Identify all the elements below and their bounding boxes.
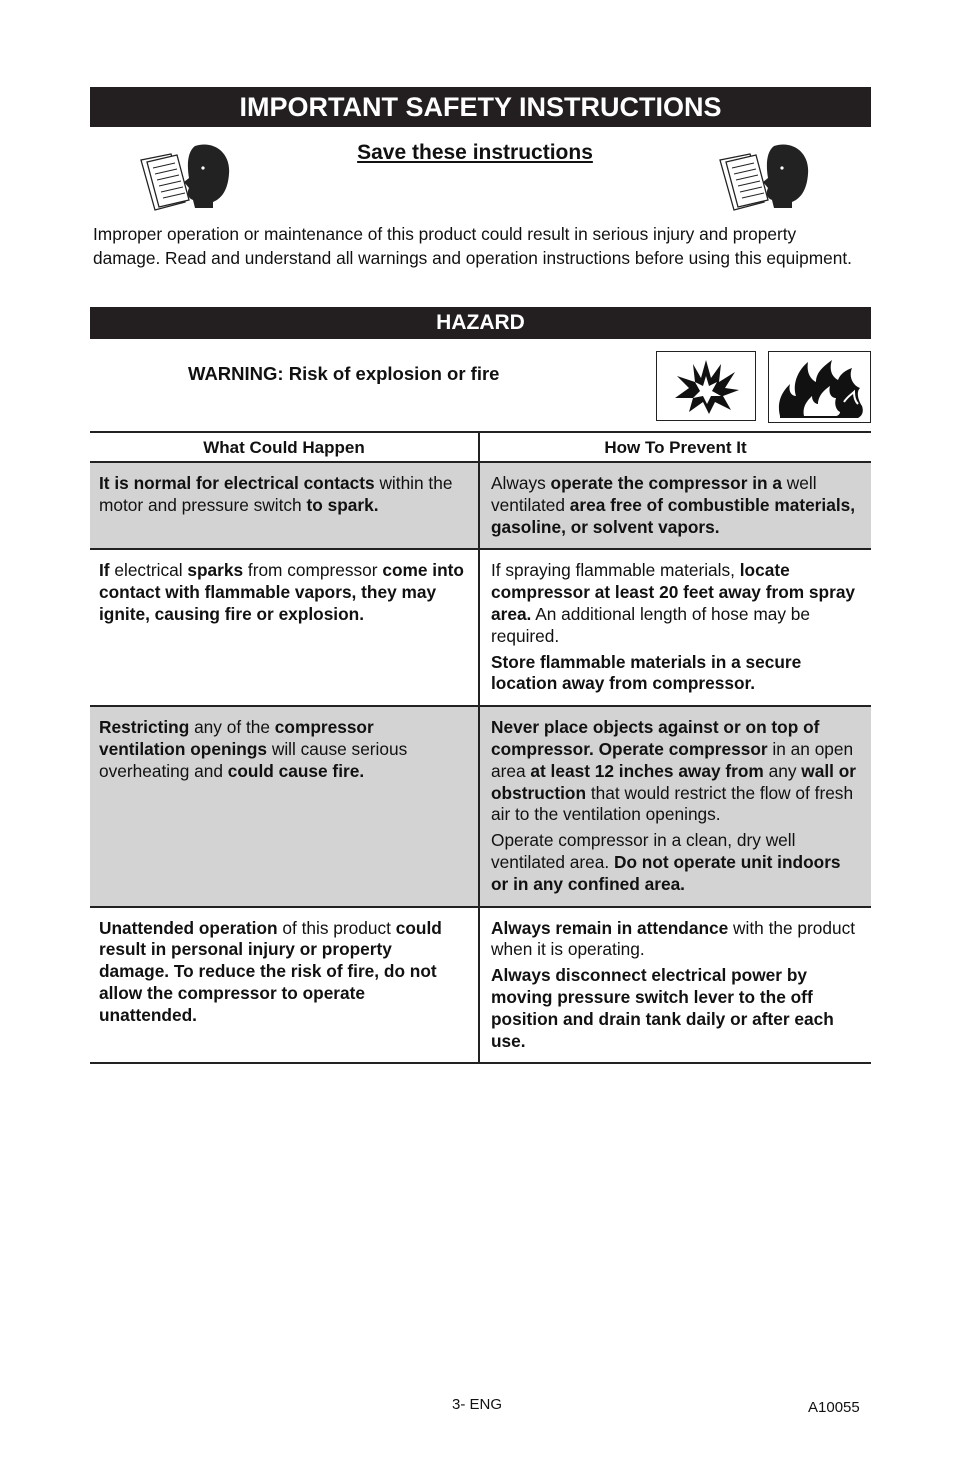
cell-paragraph <box>99 717 464 782</box>
normal-text: in an open area <box>491 738 854 781</box>
bold-text: come into contact with flammable vapors, they may ignite, causing fire or explosion. <box>99 560 464 624</box>
normal-text: An additional length of hose may be required. <box>491 603 810 646</box>
warning-title: WARNING: Risk of explosion or fire <box>188 363 500 384</box>
table-header-row <box>90 433 871 463</box>
normal-text: any of the <box>189 717 275 738</box>
column-header-how-to-prevent-it: How To Prevent It <box>604 438 747 457</box>
bold-text: could result in personal injury or property damage. To reduce the risk of fire, do not allow the compressor to operate unattended. <box>99 917 442 1025</box>
explosion-icon <box>656 351 756 421</box>
prevention-cell <box>480 908 871 1063</box>
bold-text: at least 12 inches away from <box>530 760 764 781</box>
normal-text: Always <box>491 473 551 493</box>
cell-paragraph <box>491 717 859 826</box>
bold-text: to spark. <box>306 494 379 515</box>
bold-text: sparks <box>187 560 244 581</box>
cell-paragraph <box>491 652 859 696</box>
bold-text: Unattended operation <box>99 917 278 938</box>
cell-paragraph <box>99 918 464 1027</box>
bold-text: Store flammable materials in a secure location away from compressor. <box>491 651 802 694</box>
fire-icon <box>768 351 871 423</box>
bold-text: It is normal for electrical contacts <box>99 473 375 493</box>
hazard-description-cell <box>90 908 480 1063</box>
bold-text: Do not operate unit indoors or in any confined area. <box>491 851 841 894</box>
column-header-what-could-happen: What Could Happen <box>90 433 480 461</box>
page-title-banner <box>90 87 871 127</box>
normal-text: any <box>763 760 802 781</box>
normal-text: Operate compressor in a clean, dry well ventilated area. <box>491 830 796 872</box>
table-row <box>90 707 871 907</box>
normal-text: from compressor <box>243 560 383 581</box>
bold-text: compressor ventilation openings <box>99 717 374 759</box>
cell-paragraph <box>99 473 464 517</box>
normal-text: with the product when it is operating. <box>491 917 856 960</box>
prevention-cell <box>480 463 871 548</box>
prevention-cell <box>480 707 871 905</box>
bold-text: wall or obstruction <box>491 760 857 803</box>
cell-paragraph <box>491 560 859 647</box>
hazard-banner <box>90 307 871 339</box>
bold-text: Always remain in attendance <box>491 917 729 938</box>
bold-text: area free of combustible materials, gasoline, or solvent vapors. <box>491 494 856 537</box>
cell-paragraph <box>491 473 859 538</box>
bold-text: locate compressor at least 20 feet away from spray area. <box>491 560 856 624</box>
hazard-description-cell <box>90 707 480 905</box>
bold-text: operate the compressor in a <box>550 473 782 493</box>
cell-paragraph <box>491 918 859 962</box>
document-code: A10055 <box>808 1399 860 1416</box>
prevention-cell <box>480 550 871 705</box>
normal-text: will cause serious overheating and <box>99 738 408 781</box>
normal-text: electrical <box>109 560 188 581</box>
table-row <box>90 463 871 550</box>
hazard-description-cell <box>90 550 480 705</box>
page-title: IMPORTANT SAFETY INSTRUCTIONS <box>239 92 722 122</box>
normal-text: within the motor and pressure switch <box>99 473 453 515</box>
normal-text: If spraying flammable materials, <box>491 560 740 581</box>
read-manual-icon <box>137 142 232 219</box>
bold-text: Never place objects against or on top of compressor. Operate compressor <box>491 717 820 759</box>
normal-text: of this product <box>277 917 396 938</box>
intro-paragraph: Improper operation or maintenance of this product could result in serious injury and property damage. Read and understand all warnings and operation instructions before using this equipment. <box>93 224 852 268</box>
cell-paragraph <box>491 830 859 895</box>
normal-text: well ventilated <box>491 473 817 515</box>
hazard-table <box>90 431 871 1064</box>
bold-text: If <box>99 560 110 581</box>
bold-text: Always disconnect electrical power by moving pressure switch lever to the off position and drain tank daily or after each use. <box>491 965 834 1051</box>
table-row <box>90 550 871 707</box>
cell-paragraph <box>491 965 859 1052</box>
cell-paragraph <box>99 560 464 625</box>
read-manual-icon <box>716 142 811 219</box>
normal-text: that would restrict the flow of fresh air to the ventilation openings. <box>491 782 854 825</box>
table-body <box>90 463 871 1062</box>
table-row <box>90 908 871 1063</box>
page-number: 3- ENG <box>451 1396 502 1413</box>
hazard-description-cell <box>90 463 480 548</box>
hazard-label: HAZARD <box>436 311 525 334</box>
bold-text: Restricting <box>99 717 190 738</box>
bold-text: could cause fire. <box>227 760 365 781</box>
save-instructions-heading: Save these instructions <box>357 141 593 164</box>
